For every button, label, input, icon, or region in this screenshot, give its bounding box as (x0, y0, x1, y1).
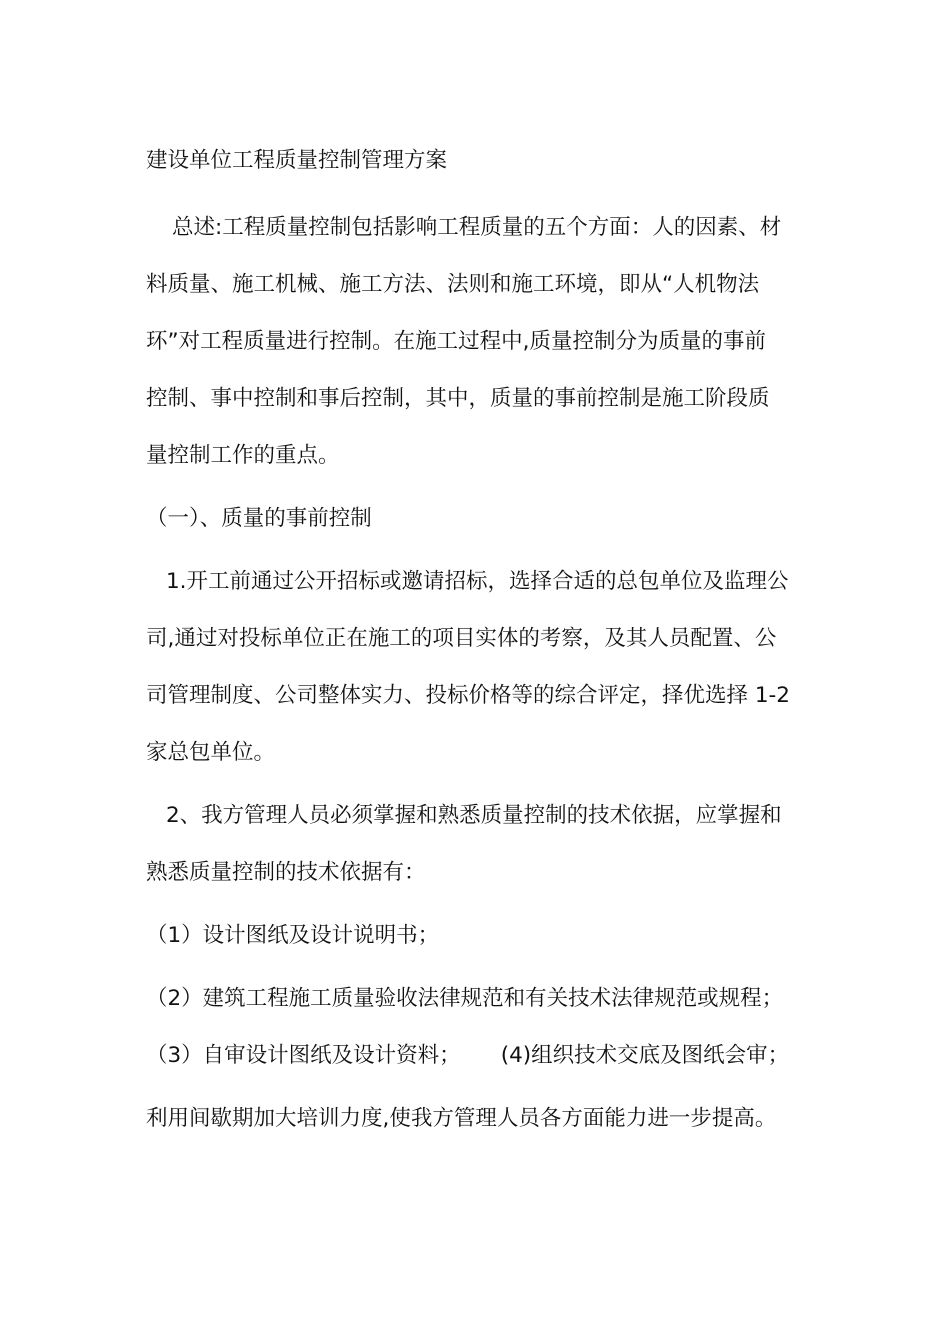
item1-line: 家总包单位。 (146, 740, 276, 765)
item2-paragraph (146, 787, 808, 901)
overview-line: 总述:工程质量控制包括影响工程质量的五个方面：人的因素、材 (172, 215, 782, 240)
item1-line: 1.开工前通过公开招标或邀请招标，选择合适的总包单位及监理公 (166, 569, 789, 594)
overview-line: 量控制工作的重点。 (146, 443, 340, 468)
overview-line: 环”对工程质量进行控制。在施工过程中,质量控制分为质量的事前 (146, 329, 766, 354)
overview-line: 料质量、施工机械、施工方法、法则和施工环境，即从“人机物法 (146, 272, 760, 297)
closing-sentence: 利用间歇期加大培训力度,使我方管理人员各方面能力进一步提高。 (146, 1106, 777, 1131)
item2-line: 熟悉质量控制的技术依据有： (146, 860, 426, 885)
document-title: 建设单位工程质量控制管理方案 (146, 148, 448, 173)
item2-line: 2、我方管理人员必须掌握和熟悉质量控制的技术依据，应掌握和 (166, 803, 782, 828)
item1-line: 司,通过对投标单位正在施工的项目实体的考察，及其人员配置、公 (146, 626, 777, 651)
document-body (146, 132, 808, 1147)
basis-item-2: （2）建筑工程施工质量验收法律规范和有关技术法律规范或规程； (146, 986, 784, 1011)
basis-item-3: （3）自审设计图纸及设计资料； (146, 1043, 461, 1068)
basis-items-3-4 (146, 1027, 808, 1084)
overview-paragraph (146, 199, 808, 484)
section-heading: （一）、质量的事前控制 (146, 506, 372, 531)
item1-paragraph (146, 553, 808, 781)
basis-item-4: (4)组织技术交底及图纸会审； (500, 1043, 790, 1068)
basis-item-1: （1）设计图纸及设计说明书； (146, 923, 440, 948)
overview-line: 控制、事中控制和事后控制，其中，质量的事前控制是施工阶段质 (146, 386, 770, 411)
item1-line: 司管理制度、公司整体实力、投标价格等的综合评定，择优选择 1-2 (146, 683, 790, 708)
